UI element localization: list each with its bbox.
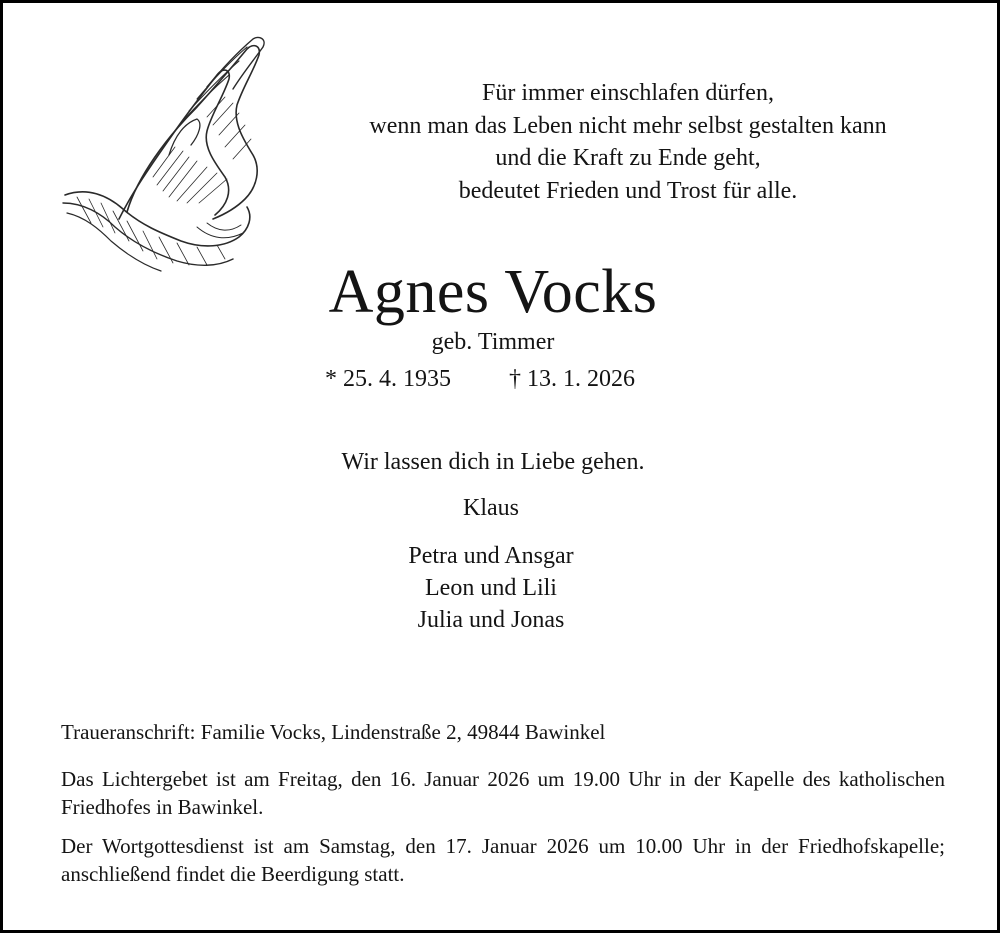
verse-line: wenn man das Leben nicht mehr selbst gestalten kann [369,112,887,139]
mourner-list [341,540,641,636]
praying-hands-icon [57,27,275,277]
birth-date: * 25. 4. 1935 [325,366,451,392]
verse-line: und die Kraft zu Ende geht, [495,145,761,171]
service-announcement: Das Lichtergebet ist am Freitag, den 16. Januar 2026 um 19.00 Uhr in der Kapelle des katholischen Friedhofes in Bawinkel. [61,767,945,819]
mourner-family: Leon und Lili [425,575,557,601]
verse-line: bedeutet Frieden und Trost für alle. [458,177,798,204]
maiden-name: geb. Timmer [431,329,555,355]
memorial-verse [293,77,963,207]
mourner-spouse: Klaus [463,495,519,521]
deceased-name: Agnes Vocks [328,258,658,326]
service-announcement: Der Wortgottesdienst ist am Samstag, den 17. Januar 2026 um 10.00 Uhr in der Friedhofskapelle; anschließend findet die Beerdigung statt. [61,834,945,886]
farewell-line: Wir lassen dich in Liebe gehen. [341,449,645,475]
death-date: † 13. 1. 2026 [509,366,635,392]
mourner-family: Julia und Jonas [417,607,565,633]
verse-line: Für immer einschlafen dürfen, [482,80,774,106]
mourner-family: Petra und Ansgar [408,543,574,569]
mourning-address: Traueranschrift: Familie Vocks, Lindenstraße 2, 49844 Bawinkel [61,720,606,744]
